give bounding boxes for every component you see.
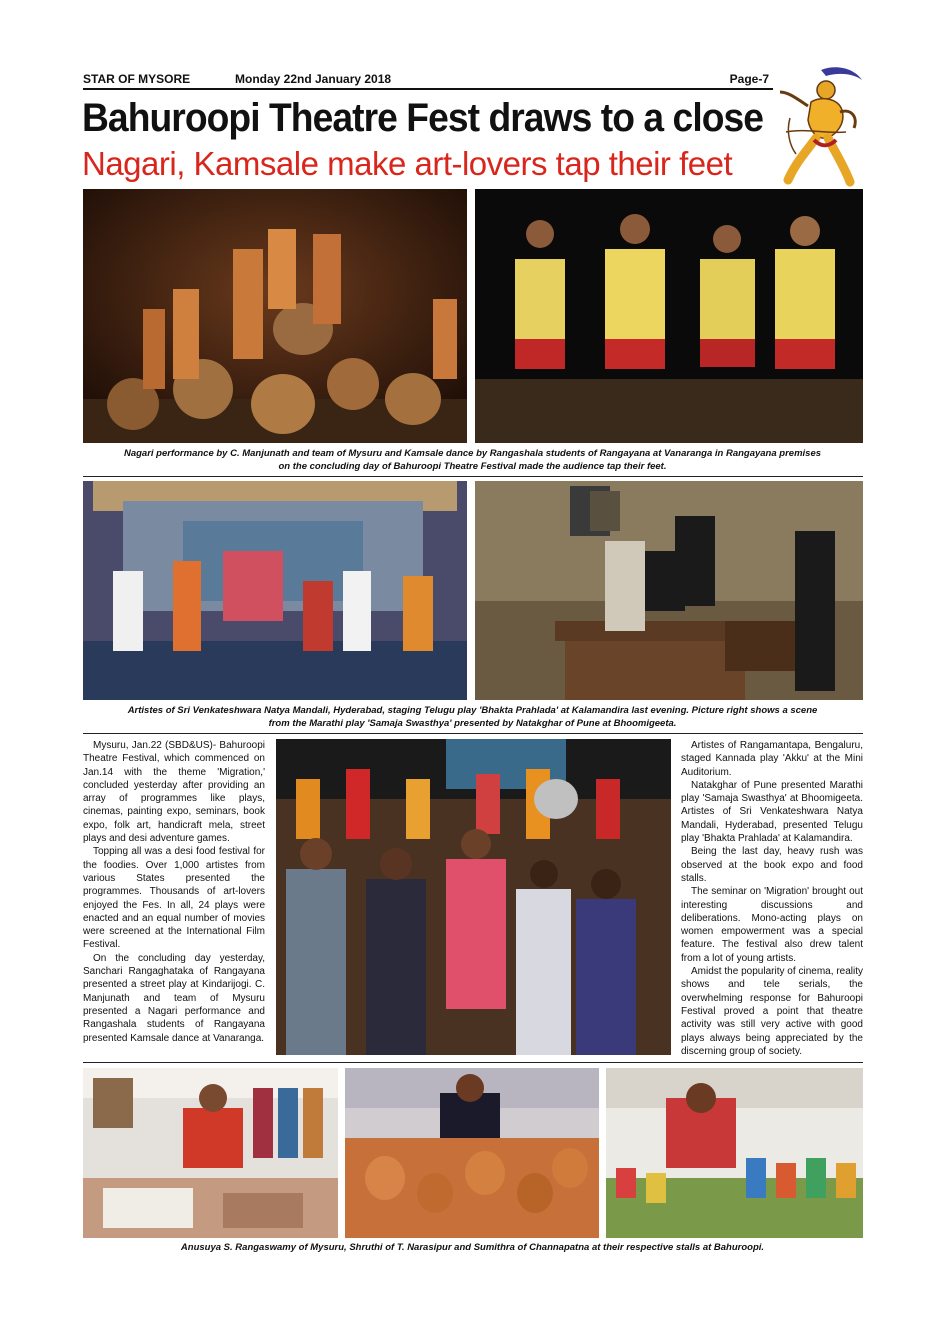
- photo-nagari-performance: [83, 189, 467, 443]
- paragraph: Artistes of Rangamantapa, Bengaluru, staged Kannada play 'Akku' at the Mini Auditorium.: [681, 740, 863, 778]
- photo-stall-sumithra: [606, 1068, 863, 1238]
- caption-bottom: Anusuya S. Rangaswamy of Mysuru, Shruthi of T. Narasipur and Sumithra of Channapatna at their respective stalls at Bahuroopi.: [180, 1242, 765, 1253]
- newspaper-name: STAR OF MYSORE: [83, 72, 191, 86]
- page-number: Page-7: [729, 72, 769, 86]
- festival-mascot-logo: [766, 62, 866, 187]
- paragraph: On the concluding day yesterday, Sanchari Rangaghataka of Rangayana presented a street play at Kindarijogi. C. Manjunath and team of Mysuru presented a Nagari performance and Rangashala students of Rangayana presented Kamsale dance at Vanaranga.: [83, 952, 265, 1044]
- masthead-rule: [83, 88, 773, 90]
- paragraph: The seminar on 'Migration' brought out interesting discussions and deliberations. Mono-acting plays on women empowerment was a special feature. The festival also drew talent from a lot of young artists.: [681, 886, 863, 964]
- article-column-right: [681, 739, 863, 1058]
- subheadline: Nagari, Kamsale make art-lovers tap their feet: [82, 145, 733, 182]
- issue-date: Monday 22nd January 2018: [235, 72, 392, 86]
- photo-stall-anusuya: [83, 1068, 338, 1238]
- masthead: [83, 72, 769, 88]
- paragraph: Mysuru, Jan.22 (SBD&US)- Bahuroopi Theatre Festival, which commenced on Jan.14 with the theme 'Migration,' concluded yesterday after providing an array of programmes like plays, cinemas, painting expo, seminars, book expo, folk art, handicraft mela, street plays and desi adventure games.: [83, 740, 265, 845]
- divider: [83, 733, 863, 734]
- paragraph: Amidst the popularity of cinema, reality shows and tele serials, the overwhelming response for Bahuroopi Festival proved a point that theatre activity was still very active with good plays always being appreciated by the discerning group of society.: [681, 966, 863, 1057]
- divider: [83, 476, 863, 477]
- photo-samaja-swasthya: [475, 481, 863, 700]
- photo-stall-shruthi: [345, 1068, 599, 1238]
- divider: [83, 1062, 863, 1063]
- paragraph: Natakghar of Pune presented Marathi play 'Samaja Swasthya' at Bhoomigeeta. Artistes of Sri Venkateshwara Natya Mandali, Hyderabad, presented Telugu play 'Bhakta Prahlada' at Kalamandira.: [681, 779, 863, 845]
- caption-row1: Nagari performance by C. Manjunath and team of Mysuru and Kamsale dance by Rangashala students of Rangayana at Vanaranga in Rangayana premises on the concluding day of Bahuroopi Theatre Festival made the audience tap their feet.: [123, 448, 822, 472]
- article-column-left: [83, 739, 265, 1045]
- photo-bhakta-prahlada: [83, 481, 467, 700]
- paragraph: Being the last day, heavy rush was observed at the book expo and food stalls.: [681, 846, 863, 884]
- photo-kamsale-dance: [475, 189, 863, 443]
- headline: Bahuroopi Theatre Fest draws to a close: [82, 96, 764, 140]
- photo-crowd-dancing: [276, 739, 671, 1055]
- caption-row2: Artistes of Sri Venkateshwara Natya Mandali, Hyderabad, staging Telugu play 'Bhakta Prahlada' at Kalamandira last evening. Picture right shows a scene from the Marathi play 'Samaja Swasthya' presented by Natakghar of Pune at Bhoomigeeta.: [127, 705, 818, 729]
- paragraph: Topping all was a desi food festival for the foodies. Over 1,000 artistes from various States presented the programmes. Thousands of art-lovers enjoyed the Fes. In all, 24 plays were enacted and an equal number of movies were screened at the International Film Festival.: [83, 846, 265, 951]
